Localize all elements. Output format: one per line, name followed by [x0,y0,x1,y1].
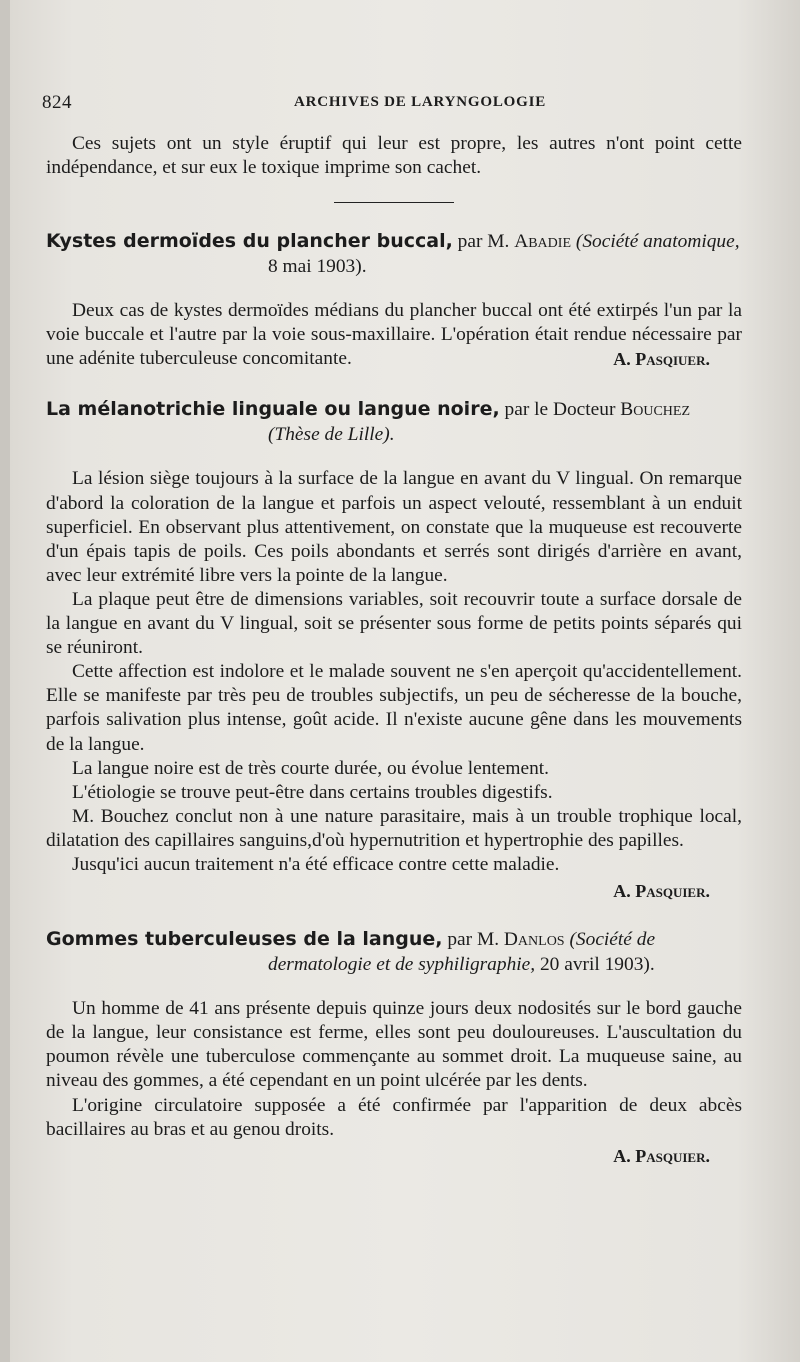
entry-paragraph: L'origine circulatoire supposée a été confirmée par l'apparition de deux abcès bacillaires au bras et au genou droits. [46,1094,742,1140]
entry-title: Gommes tuberculeuses de la langue, [46,928,443,951]
entry-signature: A. Pasqiuer. [613,349,710,370]
page-content [46,132,742,1168]
intro-paragraph: Ces sujets ont un style éruptif qui leur est propre, les autres n'ont point cette indépendance, et sur eux le toxique imprime son cachet. [46,133,742,179]
entry-paragraph: Cette affection est indolore et le malade souvent ne s'en aperçoit qu'accidentellement. Elle se manifeste par très peu de troubles subjectifs, un peu de sécheresse de la bouche, parfois salivation plus intense, goût acide. Il n'existe aucune gêne dans les mouvements de la langue. [46,661,742,755]
entry-heading [46,927,742,977]
entry-by: par M. [447,929,500,951]
entry-paragraph: L'étiologie se trouve peut-être dans certains troubles digestifs. [72,781,553,803]
entry-date: 8 mai 1903). [268,256,367,278]
abstract-entry-kystes [46,229,742,397]
entry-paragraph: La plaque peut être de dimensions variables, soit recouvrir toute a surface dorsale de la langue en avant du V lingual, soit se présenter sous forme de petits points séparés qui se réuniront. [46,588,742,659]
entry-paragraph: La langue noire est de très courte durée, ou évolue lentement. [72,757,550,779]
page-number: 824 [42,92,72,113]
document-page [10,0,800,1362]
entry-paragraph: Jusqu'ici aucun traitement n'a été efficace contre cette maladie. [72,853,560,875]
entry-heading [46,397,742,447]
entry-paragraph: M. Bouchez conclut non à une nature parasitaire, mais à un trouble trophique local, dilatation des capillaires sanguins,d'où hypernutrition et hypertrophie des papilles. [46,805,742,851]
entry-by: par M. [457,231,510,253]
entry-paragraph: Un homme de 41 ans présente depuis quinze jours deux nodosités sur le bord gauche de la langue, leur consistance est ferme, elles sont peu douloureuses. L'auscultation du poumon révèle une tuberculose commençante au sommet droit. La muqueuse saine, au niveau des gommes, a été cependant en un point ulcérée par les dents. [46,998,742,1092]
entry-author: Abadie [514,231,571,253]
entry-author: Danlos [503,929,565,951]
entry-by: par le Docteur [504,399,616,421]
entry-paragraph-text: Deux cas de kystes dermoïdes médians du plancher buccal ont été extirpés l'un par la voie buccale et l'autre par la voie sous-maxillaire. L'opération était rendue nécessaire par une adénite tuberculeuse concomitante. [46,300,742,370]
entry-source: (Société de dermatologie et de syphiligraphie, [268,929,656,976]
page-header [42,92,740,116]
entry-signature: A. Pasquier. [613,1145,710,1166]
entry-heading [46,229,742,279]
entry-source: (Société anatomique, [575,231,740,253]
abstract-entry-gommes [46,927,742,1168]
entry-author: Bouchez [620,399,691,421]
entry-date: 20 avril 1903). [539,954,655,976]
entry-paragraph [46,299,742,371]
abstract-entry-melanotrichie [46,397,742,903]
running-head: ARCHIVES DE LARYNGOLOGIE [294,94,547,110]
entry-title: Kystes dermoïdes du plancher buccal, [46,230,453,253]
entry-paragraph: La lésion siège toujours à la surface de la langue en avant du V lingual. On remarque d'abord la coloration de la langue et parfois un aspect velouté, ressemblant à un enduit superficiel. En observant plus attentivement, on constate que la muqueuse est recouverte d'un épais tapis de poils. Ces poils abondants et serrés sont dirigés d'arrière en avant, avec leur extrémité libre vers la pointe de la langue. [46,468,742,586]
entry-source: (Thèse de Lille). [268,424,395,446]
entry-title: La mélanotrichie linguale ou langue noire, [46,398,500,421]
entry-spacer [46,371,742,397]
section-divider [334,202,454,203]
entry-signature: A. Pasquier. [613,881,710,902]
